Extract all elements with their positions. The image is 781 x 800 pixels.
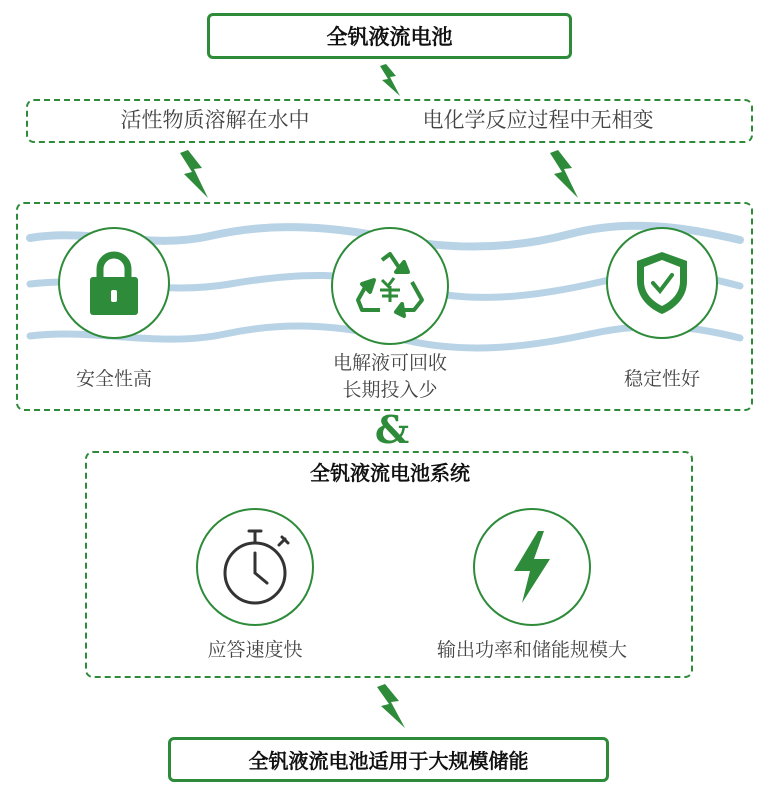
benefit-label-recycle-2: 长期投入少	[342, 379, 438, 401]
title-text: 全钒液流电池	[326, 25, 453, 49]
lock-icon	[86, 249, 142, 317]
lightning-icon	[373, 684, 407, 728]
feature-right: 电化学反应过程中无相变	[422, 108, 654, 132]
benefit-label-safety: 安全性高	[75, 368, 152, 390]
recycle-icon	[352, 250, 428, 322]
benefit-label-recycle-1: 电解液可回收	[332, 352, 447, 374]
system-label-response: 应答速度快	[207, 639, 303, 661]
system-title: 全钒液流电池系统	[310, 461, 470, 485]
recycle-circle	[331, 227, 449, 345]
safety-circle	[58, 227, 170, 339]
shield-check-icon	[632, 249, 692, 317]
conclusion-text: 全钒液流电池适用于大规模储能	[248, 749, 529, 773]
ampersand: &	[374, 407, 410, 452]
response-circle	[196, 508, 314, 626]
benefit-label-stability: 稳定性好	[623, 368, 700, 390]
power-circle	[473, 508, 591, 626]
stopwatch-icon	[215, 525, 295, 609]
conclusion-box	[168, 737, 609, 782]
lightning-icon	[508, 531, 556, 603]
stability-circle	[606, 227, 718, 339]
system-label-power: 输出功率和储能规模大	[436, 639, 627, 661]
feature-left: 活性物质溶解在水中	[120, 108, 310, 132]
